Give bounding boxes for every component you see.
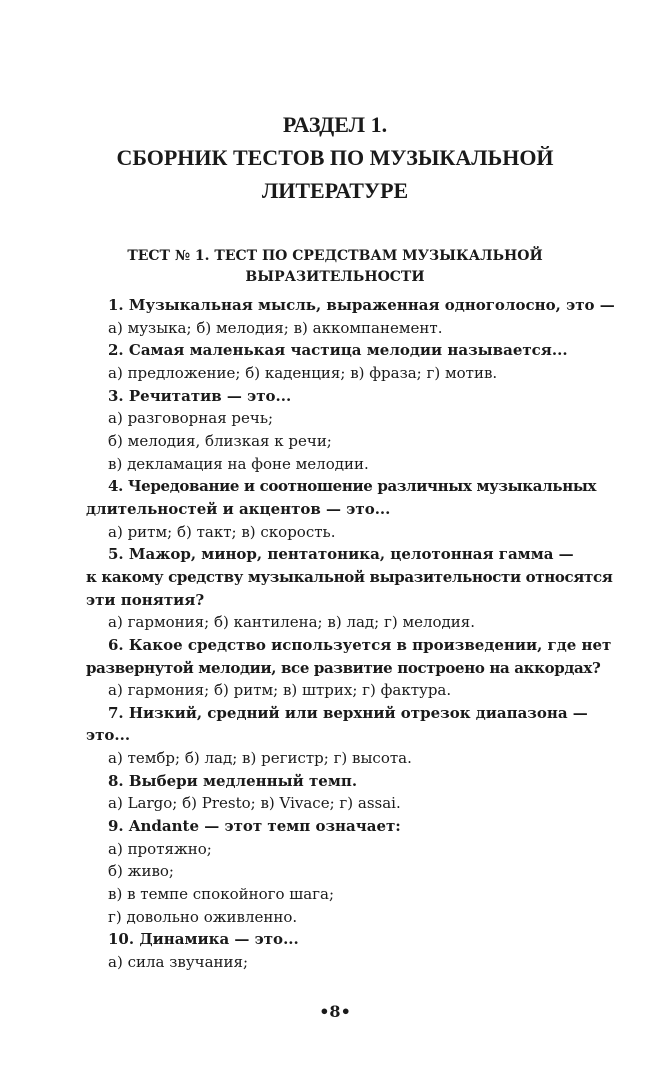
question-5-answers: а) гармония; б) кантилена; в) лад; г) мелодия. (108, 613, 476, 632)
question-9-answer-b: б) живо; (108, 862, 174, 881)
test-heading (0, 246, 670, 288)
test-heading-line-2: ВЫРАЗИТЕЛЬНОСТИ (245, 269, 425, 285)
section-heading-line-3: ЛИТЕРАТУРЕ (261, 178, 409, 203)
question-7-answers: а) тембр; б) лад; в) регистр; г) высота. (108, 749, 412, 768)
question-10-answer-a: а) сила звучания; (108, 953, 249, 972)
question-5-continued-2: эти понятия? (86, 590, 205, 609)
question-6-continued: развернутой мелодии, все развитие построено на аккордах? (86, 658, 601, 677)
section-heading (0, 108, 670, 207)
section-heading-line-2: СБОРНИК ТЕСТОВ ПО МУЗЫКАЛЬНОЙ (116, 145, 554, 170)
question-1-answers: а) музыка; б) мелодия; в) аккомпанемент. (108, 318, 443, 337)
question-7-continued: это... (86, 726, 131, 745)
question-9-answer-d: г) довольно оживленно. (108, 907, 298, 926)
page-number: •8• (319, 1002, 351, 1021)
question-7: 7. Низкий, средний или верхний отрезок диапазона — (108, 703, 588, 722)
question-6: 6. Какое средство используется в произведении, где нет (108, 635, 612, 654)
question-9-answer-a: а) протяжно; (108, 839, 212, 858)
question-1: 1. Музыкальная мысль, выраженная одноголосно, это — (108, 296, 615, 314)
question-2-answers: а) предложение; б) каденция; в) фраза; г) мотив. (108, 363, 498, 382)
question-4: 4. Чередование и соотношение различных музыкальных (108, 477, 597, 496)
question-3: 3. Речитатив — это... (108, 386, 292, 405)
question-5-continued: к какому средству музыкальной выразительности относятся (86, 567, 613, 586)
question-9: 9. Andante — этот темп означает: (108, 817, 401, 836)
question-8: 8. Выбери медленный темп. (108, 771, 358, 790)
question-8-answers: а) Largo; б) Presto; в) Vivace; г) assai. (108, 794, 401, 813)
question-2: 2. Самая маленькая частица мелодии называется... (108, 341, 568, 360)
question-3-answer-c: в) декламация на фоне мелодии. (108, 454, 369, 473)
question-6-answers: а) гармония; б) ритм; в) штрих; г) фактура. (108, 681, 452, 700)
question-3-answer-a: а) разговорная речь; (108, 409, 274, 428)
test-heading-line-1: ТЕСТ № 1. ТЕСТ ПО СРЕДСТВАМ МУЗЫКАЛЬНОЙ (127, 248, 543, 264)
question-3-answer-b: б) мелодия, близкая к речи; (108, 431, 332, 450)
question-4-continued: длительностей и акцентов — это... (86, 499, 391, 518)
test-questions (86, 294, 634, 974)
section-heading-line-1: РАЗДЕЛ 1. (282, 112, 388, 137)
question-4-answers: а) ритм; б) такт; в) скорость. (108, 522, 336, 541)
question-10: 10. Динамика — это... (108, 930, 299, 949)
question-9-answer-c: в) в темпе спокойного шага; (108, 885, 335, 904)
question-5: 5. Мажор, минор, пентатоника, целотонная гамма — (108, 545, 574, 564)
